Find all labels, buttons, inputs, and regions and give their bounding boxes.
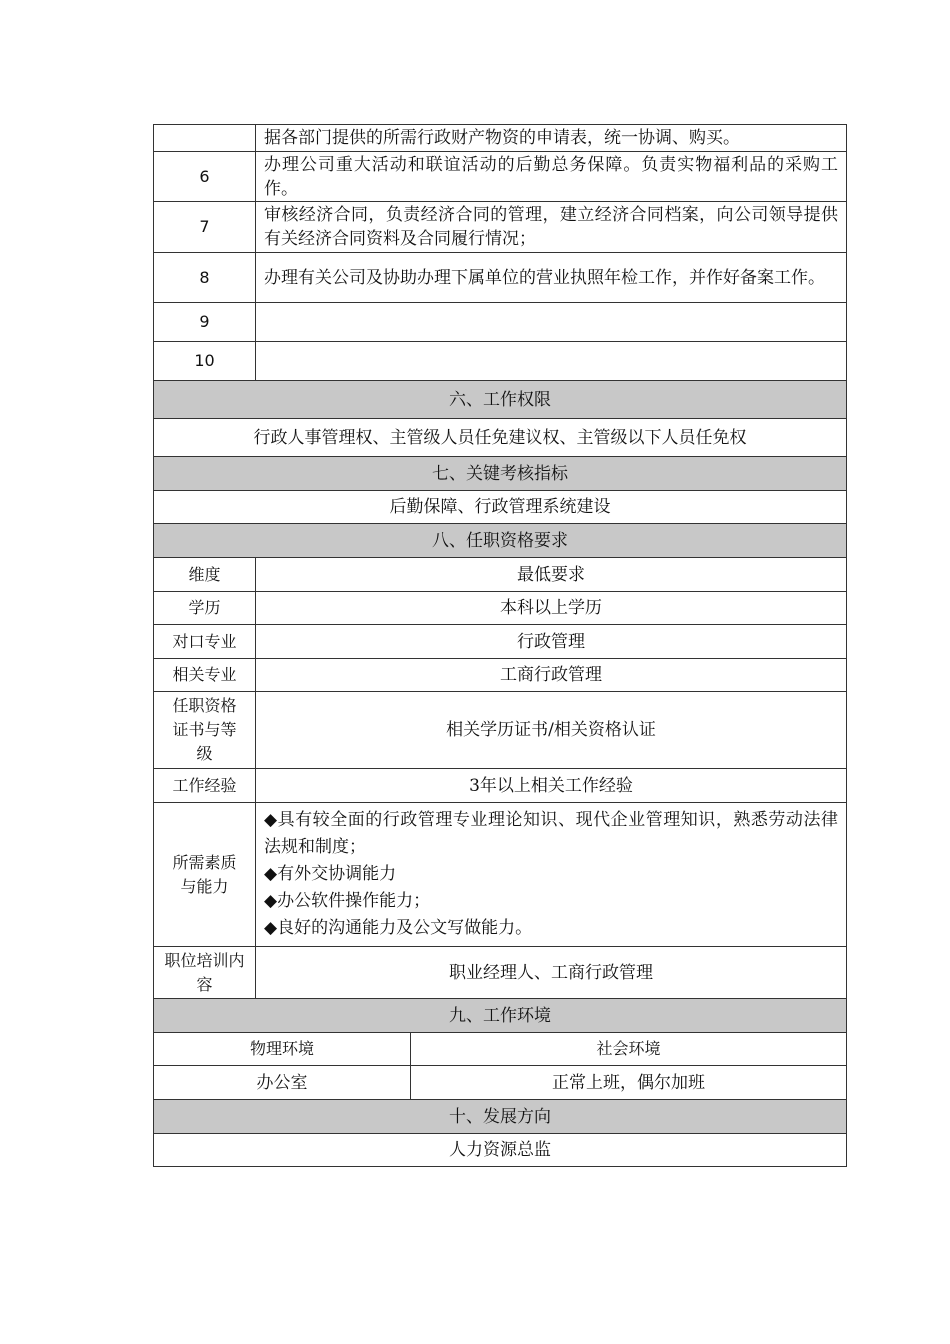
qualification-value: 本科以上学历 — [256, 592, 847, 625]
qualification-label: 学历 — [154, 592, 256, 625]
duty-text — [256, 303, 847, 342]
job-description-table — [153, 124, 847, 1167]
duty-text — [256, 342, 847, 381]
duty-text: 审核经济合同，负责经济合同的管理，建立经济合同档案，向公司领导提供有关经济合同资料及合同履行情况； — [256, 202, 847, 253]
training-label: 职位培训内容 — [154, 947, 256, 999]
duty-row — [154, 342, 847, 381]
duty-number: 7 — [154, 202, 256, 253]
duty-number: 8 — [154, 253, 256, 303]
kpi-content: 后勤保障、行政管理系统建设 — [154, 491, 847, 524]
qualification-header-row — [154, 558, 847, 592]
qualification-row — [154, 659, 847, 692]
social-environment-value: 正常上班，偶尔加班 — [411, 1066, 847, 1100]
dimension-header: 维度 — [154, 558, 256, 592]
qualification-row — [154, 769, 847, 803]
duty-number — [154, 125, 256, 152]
duty-text: 办理公司重大活动和联谊活动的后勤总务保障。负责实物福利品的采购工作。 — [256, 152, 847, 202]
minimum-requirement-header: 最低要求 — [256, 558, 847, 592]
training-row — [154, 947, 847, 999]
development-content: 人力资源总监 — [154, 1134, 847, 1167]
duty-row — [154, 202, 847, 253]
environment-header-row — [154, 1033, 847, 1066]
ability-item: ◆办公软件操作能力； — [264, 891, 431, 911]
qualification-value: 3年以上相关工作经验 — [256, 769, 847, 803]
section-title-development: 十、发展方向 — [154, 1100, 847, 1134]
qualification-row — [154, 692, 847, 769]
qualification-value: 工商行政管理 — [256, 659, 847, 692]
qualification-value: 相关学历证书/相关资格认证 — [256, 692, 847, 769]
training-value: 职业经理人、工商行政管理 — [256, 947, 847, 999]
qualification-label: 任职资格证书与等级 — [154, 692, 256, 769]
duty-row — [154, 303, 847, 342]
qualification-label: 对口专业 — [154, 625, 256, 659]
social-environment-header: 社会环境 — [411, 1033, 847, 1066]
section-title-kpi: 七、关键考核指标 — [154, 457, 847, 491]
physical-environment-value: 办公室 — [154, 1066, 411, 1100]
ability-item: ◆有外交协调能力 — [264, 864, 397, 884]
qualification-value: 行政管理 — [256, 625, 847, 659]
section-title-qualifications: 八、任职资格要求 — [154, 524, 847, 558]
duty-number: 6 — [154, 152, 256, 202]
duty-number: 9 — [154, 303, 256, 342]
duty-number: 10 — [154, 342, 256, 381]
duty-text: 办理有关公司及协助办理下属单位的营业执照年检工作，并作好备案工作。 — [256, 253, 847, 303]
section-title-authority: 六、工作权限 — [154, 381, 847, 419]
duty-text: 据各部门提供的所需行政财产物资的申请表，统一协调、购买。 — [256, 125, 847, 152]
section-title-environment: 九、工作环境 — [154, 999, 847, 1033]
abilities-row — [154, 803, 847, 947]
abilities-label: 所需素质与能力 — [154, 803, 256, 947]
qualification-label: 工作经验 — [154, 769, 256, 803]
duty-row — [154, 253, 847, 303]
ability-item: ◆良好的沟通能力及公文写做能力。 — [264, 918, 533, 938]
environment-value-row — [154, 1066, 847, 1100]
physical-environment-header: 物理环境 — [154, 1033, 411, 1066]
ability-item: ◆具有较全面的行政管理专业理论知识、现代企业管理知识，熟悉劳动法律法规和制度； — [264, 810, 838, 857]
duty-row — [154, 152, 847, 202]
qualification-label: 相关专业 — [154, 659, 256, 692]
qualification-row — [154, 625, 847, 659]
qualification-row — [154, 592, 847, 625]
authority-content: 行政人事管理权、主管级人员任免建议权、主管级以下人员任免权 — [154, 419, 847, 457]
abilities-list — [256, 803, 847, 947]
duty-row — [154, 125, 847, 152]
